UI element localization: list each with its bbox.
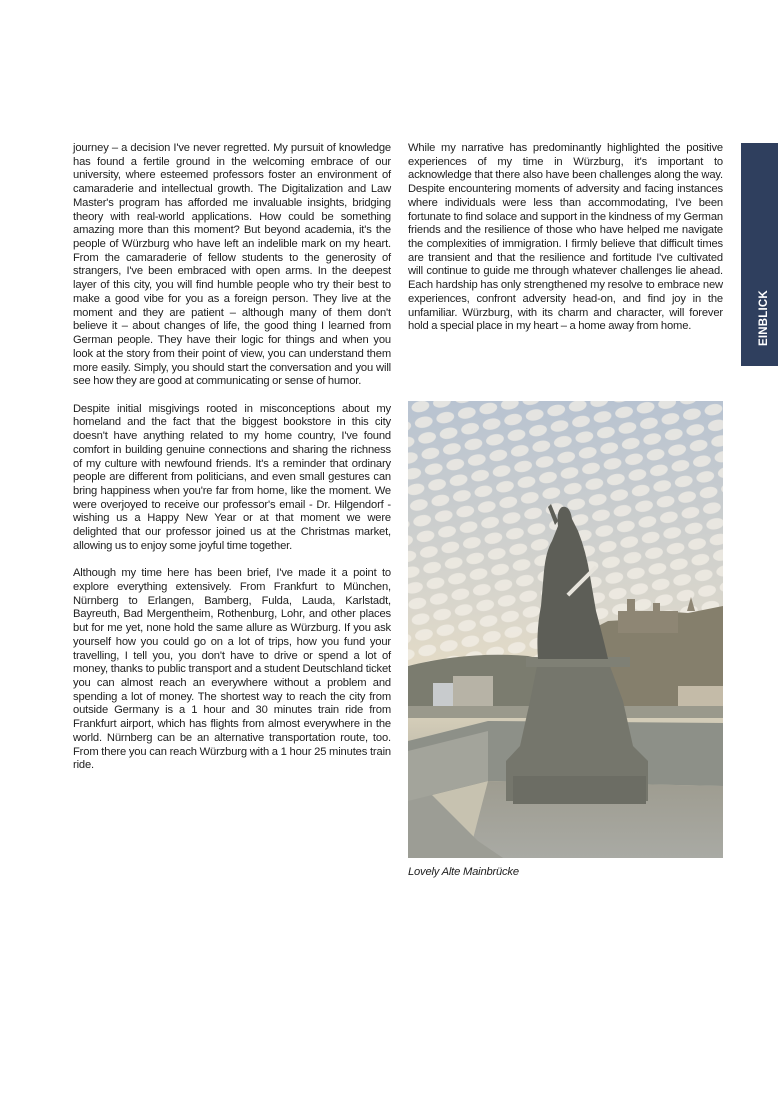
- paragraph: Although my time here has been brief, I've made it a point to explore everything extensively. From Frankfurt to München, Nürnberg to Erlangen, Bamberg, Fulda, Lauda, Karlstadt, Bayreuth, Bad Mergentheim, Rothenburg, Lohr, and other places but for me yet, none hold the same allure as Würzburg. If you ask yourself how you could go on a lot of trips, how you fund your travelling, I tell you, you don't have to drive or spend a lot of money, thanks to public transport and a student Deutschland ticket you can almost reach an everywhere without a problem and spending a lot of money. The shortest way to reach the city from outside Germany is a 1 hour and 30 minutes train ride from Frankfurt airport, which has flights from almost everywhere in the world. Nürnberg can be an alternative transportation route, too. From there you can reach Würzburg with a 1 hour 25 minutes train ride.: [73, 567, 391, 772]
- photo-caption: Lovely Alte Mainbrücke: [408, 866, 519, 878]
- paragraph: While my narrative has predominantly highlighted the positive experiences of my time in Würzburg, it's important to acknowledge that there also have been challenges along the way. Despite encountering moments of adversity and facing instances where individuals were less than accommodating, I've been fortunate to find solace and support in the kindness of my German friends and the resilience of those who have helped me navigate the complexities of immigration. I firmly believe that difficult times are transient and that the resilience and fortitude I've cultivated will continue to guide me through whatever challenges lie ahead. Each hardship has only strengthened my resolve to embrace new experiences, confront adversity head-on, and find joy in the unfamiliar. Würzburg, with its charm and character, will forever hold a special place in my heart – a home away from home.: [408, 142, 723, 333]
- paragraph: Despite initial misgivings rooted in misconceptions about my homeland and the fact that the biggest bookstore in this city doesn't have anything related to my home country, I've found comfort in building genuine connections and sharing the richness of my culture with newfound friends. It's a reminder that ordinary people are different from politicians, and even small gestures can bring happiness when you're far from home, like the moment. We were overjoyed to receive our professor's email - Dr. Hilgendorf - wishing us a Happy New Year or at that moment we were delighted that our professor joined us at the Christmas market, allowing us to enjoy some joyful time together.: [73, 402, 391, 552]
- left-column: [73, 142, 391, 787]
- photo-illustration: [408, 401, 723, 858]
- bridge-statue-photo: [408, 401, 723, 858]
- paragraph: journey – a decision I've never regretted. My pursuit of knowledge has found a fertile ground in the welcoming embrace of our university, where esteemed professors foster an environment of camaraderie and intellectual growth. The Digitalization and Law Master's program has afforded me invaluable insights, bridging theory with real-world applications. How could be something amazing more than this moment? But beyond academia, it's the people of Würzburg who have left an indelible mark on my heart. From the camaraderie of fellow students to the generosity of strangers, I've been embraced with open arms. In the deepest layer of this city, you will find humble people who try their best to make a good vibe for you as a foreign person. They live at the moment and they are patient – although many of them don't believe it – about changes of life, the good thing I learned from German people. They have their logic for things and when you look at the story from their point of view, you can understand them more easily. Simply, you should start the conversation and you will see how they are good at communicating or sense of humor.: [73, 142, 391, 388]
- right-column: [408, 142, 723, 348]
- section-tab-label: EINBLICK: [757, 290, 770, 346]
- section-tab: [741, 143, 778, 366]
